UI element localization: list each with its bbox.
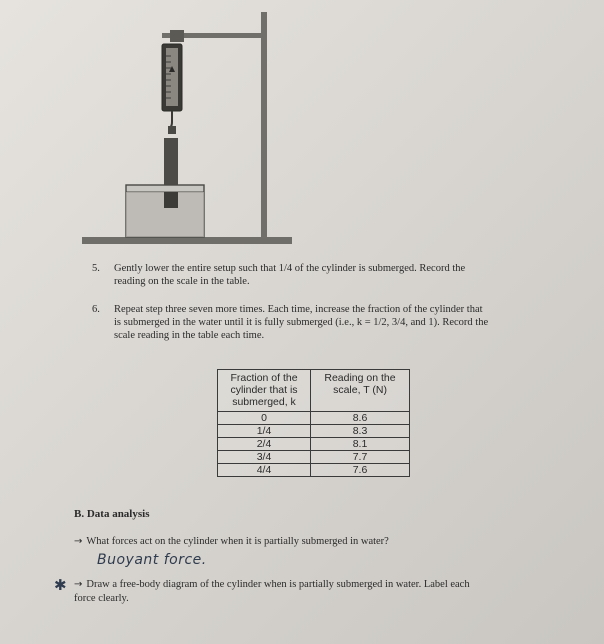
step-number: 5. — [92, 263, 100, 274]
step-line: reading on the scale in the table. — [114, 276, 250, 287]
header-reading: Reading on the scale, T (N) — [311, 370, 410, 412]
cell-reading: 7.7 — [311, 451, 410, 464]
cell-fraction: 1/4 — [218, 425, 311, 438]
step-line: scale reading in the table each time. — [114, 330, 265, 341]
cell-reading: 8.6 — [311, 412, 410, 425]
header-fraction: Fraction of the cylinder that is submerged, k — [218, 370, 311, 412]
cell-reading: 8.1 — [311, 438, 410, 451]
question-1: → What forces act on the cylinder when it is partially submerged in water? — [74, 536, 389, 547]
cell-fraction: 4/4 — [218, 464, 311, 477]
table-row — [218, 451, 410, 464]
step-line: Repeat step three seven more times. Each time, increase the fraction of the cylinder that — [114, 304, 483, 315]
table-row — [218, 425, 410, 438]
step-text — [114, 262, 465, 288]
table-row — [218, 412, 410, 425]
step-line: Gently lower the entire setup such that 1/4 of the cylinder is submerged. Record the — [114, 263, 466, 274]
table-row — [218, 438, 410, 451]
arrow-icon: → — [74, 579, 83, 590]
scale-hook — [168, 111, 172, 128]
cell-reading: 7.6 — [311, 464, 410, 477]
cell-reading: 8.3 — [311, 425, 410, 438]
step-text — [114, 303, 488, 342]
clamp — [170, 30, 184, 42]
question-2: → Draw a free-body diagram of the cylinder when is partially submerged in water. Label each force clearly. — [74, 579, 470, 604]
apparatus-figure — [0, 0, 604, 250]
star-icon: ✱ — [54, 576, 67, 594]
step-number: 6. — [92, 304, 100, 315]
arrow-icon: → — [74, 536, 83, 547]
cell-fraction: 0 — [218, 412, 311, 425]
cell-fraction: 3/4 — [218, 451, 311, 464]
table-header-row — [218, 370, 410, 412]
section-title: B. Data analysis — [74, 508, 150, 520]
handwritten-answer: Buoyant force. — [97, 552, 207, 568]
cell-fraction: 2/4 — [218, 438, 311, 451]
data-table — [217, 369, 410, 477]
stand-base — [82, 237, 292, 244]
stand-rod — [261, 12, 267, 238]
step-line: is submerged in the water until it is fully submerged (i.e., k = 1/2, 3/4, and 1). Record the — [114, 317, 489, 328]
table-row — [218, 464, 410, 477]
